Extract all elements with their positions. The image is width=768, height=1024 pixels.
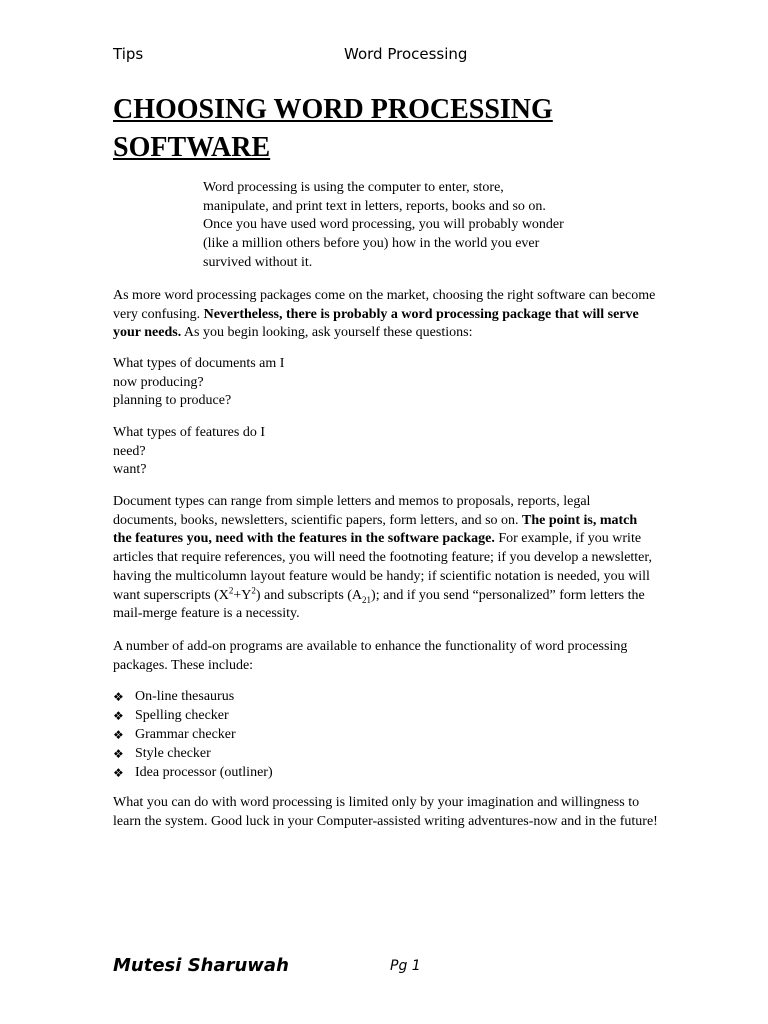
questions-documents	[113, 355, 658, 411]
para2-text-e: ); and if you send “personalized” form letters the mail-merge feature is a necessity.	[113, 587, 645, 622]
para2-text-b: For example, if you write articles that require references, you will need the footnoting feature; if you develop a newsletter, having the multicolumn layout feature would be handy; if scientific notation is needed, you will want superscripts (X	[113, 531, 652, 603]
footer-author: Mutesi Sharuwah	[113, 955, 289, 976]
para1-bold: Nevertheless, there is probably a word processing package that will serve your needs.	[113, 306, 639, 341]
intro-line: manipulate, and print text in letters, reports, books and so on.	[203, 198, 546, 214]
list-item	[113, 707, 273, 726]
list-item-label: Grammar checker	[135, 726, 236, 742]
superscript-y: 2	[251, 584, 256, 595]
paragraph-2	[113, 493, 658, 624]
list-item	[113, 764, 273, 783]
paragraph-1	[113, 287, 658, 343]
para1-text-a: As more word processing packages come on the market, choosing the right software can become very confusing.	[113, 288, 656, 322]
footer-page-number: Pg 1	[390, 958, 421, 974]
intro-line: Once you have used word processing, you will probably wonder	[203, 217, 564, 233]
intro-line: survived without it.	[203, 254, 313, 270]
diamond-bullet-icon: ❖	[113, 727, 124, 742]
list-item-label: Style checker	[135, 745, 211, 761]
question-line: now producing?	[113, 374, 204, 390]
document-title	[113, 91, 673, 167]
header-center: Word Processing	[344, 45, 468, 63]
intro-block	[203, 179, 573, 273]
paragraph-4: What you can do with word processing is limited only by your imagination and willingness to learn the system. Good luck in your Computer-assisted writing adventures-now and in the future!	[113, 795, 658, 829]
paragraph-3: A number of add-on programs are available to enhance the functionality of word processing packages. These include:	[113, 639, 628, 673]
para2-text-c: +Y	[233, 587, 252, 603]
subscript-a: 21	[362, 594, 372, 605]
list-item	[113, 688, 273, 707]
list-item-label: Idea processor (outliner)	[135, 764, 273, 780]
question-line: What types of features do I	[113, 425, 265, 440]
list-item	[113, 745, 273, 764]
diamond-bullet-icon: ❖	[113, 708, 124, 723]
intro-line: (like a million others before you) how in the world you ever	[203, 236, 540, 252]
para2-text-d: ) and subscripts (A	[255, 587, 363, 603]
title-line-1: CHOOSING WORD PROCESSING	[113, 94, 553, 125]
question-line: need?	[113, 443, 146, 459]
title-line-2: SOFTWARE	[113, 132, 271, 163]
list-item-label: On-line thesaurus	[135, 689, 235, 704]
diamond-bullet-icon: ❖	[113, 765, 124, 780]
question-line: What types of documents am I	[113, 356, 285, 371]
diamond-bullet-icon: ❖	[113, 690, 124, 704]
diamond-bullet-icon: ❖	[113, 746, 124, 761]
para2-text-a: Document types can range from simple letters and memos to proposals, reports, legal documents, books, newsletters, scientific papers, form letters, and so on.	[113, 494, 591, 528]
list-item	[113, 726, 273, 745]
para2-bold: The point is, match the features you, need with the features in the software package.	[113, 512, 638, 547]
para1-text-b: As you begin looking, ask yourself these questions:	[181, 325, 473, 341]
header-left: Tips	[113, 45, 144, 63]
question-line: planning to produce?	[113, 393, 232, 409]
superscript-x: 2	[228, 584, 234, 595]
intro-line: Word processing is using the computer to enter, store,	[203, 180, 504, 195]
list-item-label: Spelling checker	[135, 707, 229, 723]
questions-features	[113, 424, 658, 480]
question-line: want?	[113, 462, 147, 478]
addon-list	[113, 688, 273, 783]
